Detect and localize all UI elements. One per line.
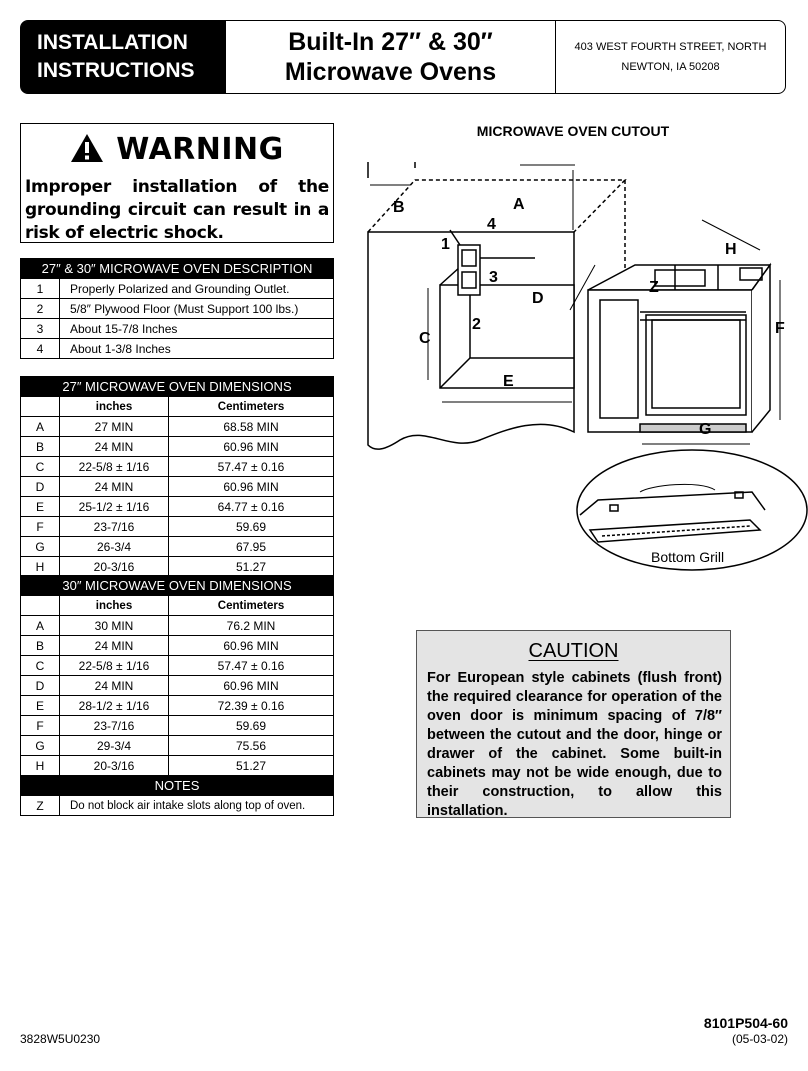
dimension-key: E	[21, 497, 60, 517]
dimension-cm: 59.69	[169, 517, 334, 537]
table-row	[21, 457, 334, 477]
table-row	[21, 477, 334, 497]
dimension-key: H	[21, 557, 60, 577]
header-title-line2: Microwave Ovens	[284, 58, 497, 86]
warning-triangle-icon	[70, 133, 104, 163]
warning-title	[21, 132, 333, 168]
dimension-inches: 26-3/4	[60, 537, 169, 557]
description-text: About 1-3/8 Inches	[60, 339, 334, 359]
description-table	[20, 258, 334, 359]
table-row	[21, 696, 334, 716]
label-g: G	[699, 421, 712, 438]
label-a: A	[513, 196, 525, 213]
dimension-cm: 64.77 ± 0.16	[169, 497, 334, 517]
dimension-cm: 75.56	[169, 736, 334, 756]
dimension-inches: 24 MIN	[60, 437, 169, 457]
dimension-key: A	[21, 417, 60, 437]
table-row	[21, 676, 334, 696]
label-z: Z	[649, 279, 659, 296]
header-title-line1: Built-In 27″ & 30″	[288, 28, 493, 56]
table-row	[21, 636, 334, 656]
table-row	[21, 437, 334, 457]
dimension-cm: 57.47 ± 0.16	[169, 457, 334, 477]
description-number: 1	[21, 279, 60, 299]
description-table-title: 27″ & 30″ MICROWAVE OVEN DESCRIPTION	[21, 259, 334, 279]
dimension-key: C	[21, 457, 60, 477]
dimension-key: F	[21, 517, 60, 537]
diagram-title: MICROWAVE OVEN CUTOUT	[476, 123, 670, 139]
dimension-cm: 59.69	[169, 716, 334, 736]
dimension-inches: 27 MIN	[60, 417, 169, 437]
dims30-inches-header: inches	[60, 596, 169, 616]
header-title	[226, 21, 556, 93]
dimension-key: D	[21, 676, 60, 696]
dimension-inches: 23-7/16	[60, 517, 169, 537]
table-row	[21, 517, 334, 537]
label-c: C	[419, 330, 431, 347]
dimension-inches: 22-5/8 ± 1/16	[60, 656, 169, 676]
caution-box	[416, 630, 731, 818]
table-row	[21, 557, 334, 577]
label-d: D	[532, 290, 544, 307]
caution-title	[417, 639, 730, 663]
table-row	[21, 339, 334, 359]
dimension-key: D	[21, 477, 60, 497]
description-text: About 15-7/8 Inches	[60, 319, 334, 339]
dims27-table-title: 27″ MICROWAVE OVEN DIMENSIONS	[21, 377, 334, 397]
dimension-key: G	[21, 537, 60, 557]
notes-table	[20, 775, 334, 816]
description-number: 2	[21, 299, 60, 319]
dimension-inches: 20-3/16	[60, 756, 169, 776]
description-text: 5/8″ Plywood Floor (Must Support 100 lbs.)	[60, 299, 334, 319]
table-row	[21, 756, 334, 776]
dimension-inches: 24 MIN	[60, 636, 169, 656]
dimension-cm: 60.96 MIN	[169, 477, 334, 497]
note-key: Z	[21, 796, 60, 816]
table-row	[21, 497, 334, 517]
address-line1: 403 WEST FOURTH STREET, NORTH	[574, 41, 767, 53]
dims27-table	[20, 376, 334, 577]
dimension-cm: 51.27	[169, 756, 334, 776]
dimension-inches: 24 MIN	[60, 477, 169, 497]
table-row	[21, 656, 334, 676]
header-bar	[20, 20, 786, 94]
dimension-key: G	[21, 736, 60, 756]
warning-box	[20, 123, 334, 243]
dimension-cm: 68.58 MIN	[169, 417, 334, 437]
description-number: 4	[21, 339, 60, 359]
description-text: Properly Polarized and Grounding Outlet.	[60, 279, 334, 299]
dimension-key: C	[21, 656, 60, 676]
dims27-cm-header: Centimeters	[169, 397, 334, 417]
dimension-key: A	[21, 616, 60, 636]
dimension-inches: 20-3/16	[60, 557, 169, 577]
dimension-cm: 60.96 MIN	[169, 636, 334, 656]
label-1: 1	[441, 236, 450, 253]
dimension-inches: 29-3/4	[60, 736, 169, 756]
dimension-inches: 30 MIN	[60, 616, 169, 636]
label-h: H	[725, 241, 737, 258]
table-row	[21, 716, 334, 736]
dimension-key: H	[21, 756, 60, 776]
table-row	[21, 537, 334, 557]
notes-table-title: NOTES	[21, 776, 334, 796]
label-f: F	[775, 320, 785, 337]
header-doc-type	[21, 21, 226, 93]
dimension-cm: 60.96 MIN	[169, 676, 334, 696]
table-row	[21, 279, 334, 299]
cutout-diagram	[340, 140, 808, 580]
header-address	[556, 21, 785, 93]
dimension-cm: 76.2 MIN	[169, 616, 334, 636]
table-row	[21, 736, 334, 756]
description-number: 3	[21, 319, 60, 339]
dims27-key-header	[21, 397, 60, 417]
doc-date: (05-03-02)	[731, 1032, 788, 1046]
dimension-key: E	[21, 696, 60, 716]
bottom-grill-label: Bottom Grill	[651, 549, 725, 565]
warning-word: WARNING	[116, 132, 284, 167]
warning-text: Improper installation of the grounding circuit can result in a risk of electric shock.	[25, 177, 329, 243]
table-row	[21, 319, 334, 339]
dims30-table	[20, 575, 334, 776]
table-row	[21, 796, 334, 816]
dims27-inches-header: inches	[60, 397, 169, 417]
caution-word: CAUTION	[528, 640, 619, 662]
dimension-key: B	[21, 437, 60, 457]
dims30-table-title: 30″ MICROWAVE OVEN DIMENSIONS	[21, 576, 334, 596]
label-4: 4	[487, 216, 496, 233]
caution-text: For European style cabinets (flush front) the required clearance for operation of the oven door is minimum spacing of 7/8″ between the cutout and the door, hinge or drawer of the cabinet. Some built-in cabinets may not be wide enough, due to their construction, to allow this installation.	[427, 670, 722, 819]
label-3: 3	[489, 269, 498, 286]
note-text: Do not block air intake slots along top of oven.	[60, 796, 334, 816]
table-row	[21, 299, 334, 319]
dimension-inches: 24 MIN	[60, 676, 169, 696]
header-instructions: INSTRUCTIONS	[37, 59, 195, 82]
part-number: 8101P504-60	[703, 1015, 788, 1031]
table-row	[21, 616, 334, 636]
address-line2: NEWTON, IA 50208	[621, 61, 720, 73]
doc-code: 3828W5U0230	[20, 1032, 101, 1046]
label-e: E	[503, 373, 514, 390]
dimension-inches: 22-5/8 ± 1/16	[60, 457, 169, 477]
table-row	[21, 417, 334, 437]
dimension-cm: 57.47 ± 0.16	[169, 656, 334, 676]
dimension-inches: 25-1/2 ± 1/16	[60, 497, 169, 517]
dimension-inches: 28-1/2 ± 1/16	[60, 696, 169, 716]
dimension-cm: 51.27	[169, 557, 334, 577]
dims30-key-header	[21, 596, 60, 616]
dimension-cm: 60.96 MIN	[169, 437, 334, 457]
dimension-cm: 67.95	[169, 537, 334, 557]
label-2: 2	[472, 316, 481, 333]
dimension-cm: 72.39 ± 0.16	[169, 696, 334, 716]
dimension-inches: 23-7/16	[60, 716, 169, 736]
dims30-cm-header: Centimeters	[169, 596, 334, 616]
header-installation: INSTALLATION	[37, 31, 188, 54]
dimension-key: F	[21, 716, 60, 736]
dimension-key: B	[21, 636, 60, 656]
label-b: B	[393, 199, 405, 216]
